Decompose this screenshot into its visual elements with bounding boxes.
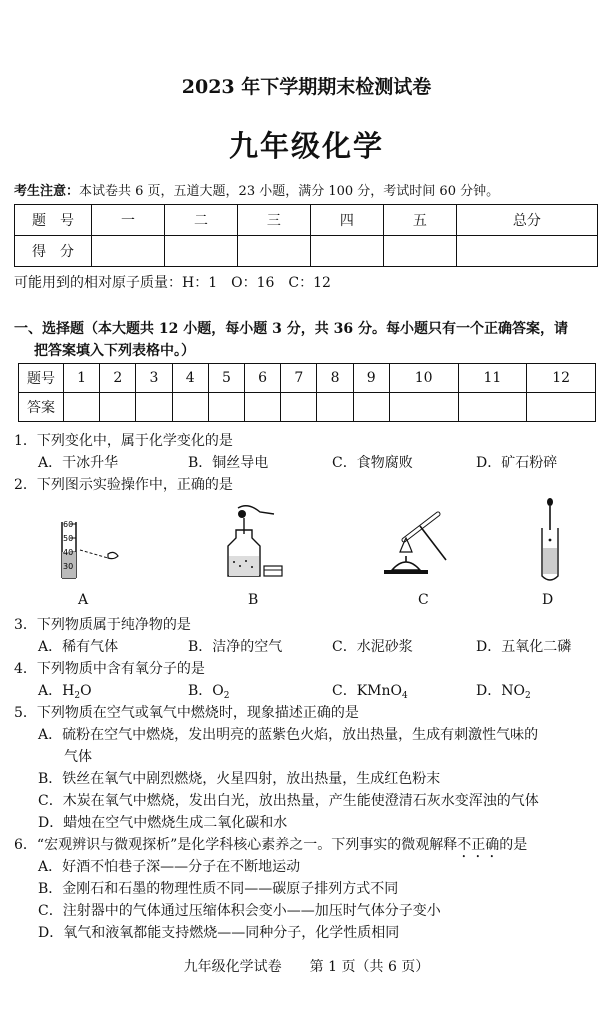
score-input-cell[interactable]	[456, 236, 597, 267]
notice-text: 本试卷共 6 页，五道大题，23 小题，满分 100 分，考试时间 60 分钟。	[79, 184, 500, 199]
q5-option-d[interactable]: D．蜡烛在空气中燃烧生成二氧化碳和水	[38, 815, 288, 831]
q4-a-text-end: O	[80, 683, 92, 699]
score-cell: 二	[164, 205, 237, 236]
section1-line2: 把答案填入下列表格中。）	[34, 343, 195, 359]
section1-line1: 一、选择题（本大题共 12 小题，每小题 3 分，共 36 分。每小题只有一个正确答案，请	[14, 321, 568, 337]
question-3-stem: 3．下列物质属于纯净物的是	[14, 617, 191, 633]
q6-stem-text: 6．“宏观辨识与微观探析”是化学科核心素养之一。下列事实的微观解释	[14, 837, 458, 853]
score-table-header-row	[15, 205, 598, 236]
q4-a-text: A．H	[38, 683, 75, 699]
exam-notice	[14, 180, 499, 199]
score-cell: 三	[237, 205, 310, 236]
figure-b-bottle	[218, 500, 290, 586]
q4-d-subscript: 2	[524, 691, 531, 701]
q3-option-b[interactable]: B．洁净的空气	[188, 639, 283, 655]
score-row-label: 得 分	[15, 236, 92, 267]
figure-a-cylinder-reading	[50, 512, 140, 588]
q5-option-a-continued: 气体	[64, 749, 92, 765]
figure-c-test-tube-heating	[380, 504, 460, 584]
answer-table-header-row	[19, 364, 596, 393]
answer-input-cell[interactable]	[64, 393, 100, 422]
score-cell-label: 题 号	[15, 205, 92, 236]
q4-option-a[interactable]	[38, 680, 92, 701]
answer-number: 11	[458, 364, 527, 393]
score-input-cell[interactable]	[164, 236, 237, 267]
tick-label-30: 30	[63, 562, 74, 571]
score-table-score-row	[15, 236, 598, 267]
section1-heading	[14, 318, 604, 362]
answer-table	[18, 363, 596, 422]
score-cell: 一	[92, 205, 165, 236]
q6-option-b[interactable]: B．金刚石和石墨的物理性质不同——碳原子排列方式不同	[38, 881, 399, 897]
answer-number: 2	[100, 364, 136, 393]
answer-input-cell[interactable]	[281, 393, 317, 422]
score-cell: 总分	[456, 205, 597, 236]
question-1-stem: 1．下列变化中，属于化学变化的是	[14, 433, 233, 449]
q4-a-subscript: 2	[74, 691, 81, 701]
answer-number: 4	[172, 364, 208, 393]
answer-number: 5	[208, 364, 244, 393]
q4-d-text: D．NO	[476, 683, 525, 699]
figure-label-d[interactable]: D	[542, 592, 554, 608]
q3-option-c[interactable]: C．水泥砂浆	[332, 639, 413, 655]
q6-option-a[interactable]: A．好酒不怕巷子深——分子在不断地运动	[38, 859, 301, 875]
q5-option-a[interactable]: A．硫粉在空气中燃烧，发出明亮的蓝紫色火焰，放出热量，生成有刺激性气味的	[38, 727, 539, 743]
q5-option-b[interactable]: B．铁丝在氧气中剧烈燃烧，火星四射，放出热量，生成红色粉末	[38, 771, 441, 787]
score-input-cell[interactable]	[383, 236, 456, 267]
question-2-stem: 2．下列图示实验操作中，正确的是	[14, 477, 233, 493]
q4-b-subscript: 2	[223, 691, 230, 701]
score-table	[14, 204, 598, 267]
score-input-cell[interactable]	[92, 236, 165, 267]
score-cell: 四	[310, 205, 383, 236]
tick-label-50: 50	[63, 534, 74, 543]
answer-number: 7	[281, 364, 317, 393]
answer-number: 3	[136, 364, 172, 393]
notice-label: 考生注意：	[14, 184, 80, 199]
figure-d-dropper	[530, 496, 570, 586]
subject-title: 九年级化学	[228, 129, 384, 163]
answer-number: 8	[317, 364, 353, 393]
q5-option-c[interactable]: C．木炭在氧气中燃烧，发出白光，放出热量，产生能使澄清石灰水变浑浊的气体	[38, 793, 539, 809]
q1-option-d[interactable]: D．矿石粉碎	[476, 455, 558, 471]
answer-input-cell[interactable]	[353, 393, 389, 422]
figure-label-b[interactable]: B	[248, 592, 259, 608]
exam-title: 2023 年下学期期末检测试卷	[181, 76, 432, 98]
q4-option-d[interactable]	[476, 680, 531, 701]
page-footer: 九年级化学试卷 第 1 页（共 6 页）	[183, 959, 430, 975]
answer-number: 1	[64, 364, 100, 393]
q4-option-c[interactable]	[332, 680, 408, 701]
q3-option-d[interactable]: D．五氧化二磷	[476, 639, 572, 655]
figure-label-a[interactable]: A	[78, 592, 89, 608]
score-cell: 五	[383, 205, 456, 236]
tick-label-60: 60	[63, 520, 74, 529]
q3-option-a[interactable]: A．稀有气体	[38, 639, 119, 655]
q4-c-text: C．KMnO	[332, 683, 402, 699]
q6-stem-emphasis: 不正确	[457, 837, 500, 853]
question-4-stem: 4．下列物质中含有氧分子的是	[14, 661, 205, 677]
q4-b-text: B．O	[188, 683, 224, 699]
question-5-stem: 5．下列物质在空气或氧气中燃烧时，现象描述正确的是	[14, 705, 359, 721]
score-input-cell[interactable]	[237, 236, 310, 267]
score-input-cell[interactable]	[310, 236, 383, 267]
q6-stem-end: 的是	[499, 837, 528, 853]
answer-input-cell[interactable]	[389, 393, 458, 422]
q4-option-b[interactable]	[188, 680, 230, 701]
answer-input-cell[interactable]	[527, 393, 596, 422]
atomic-masses: 可能用到的相对原子质量：H：1 O：16 C：12	[14, 275, 331, 291]
answer-number: 10	[389, 364, 458, 393]
answer-row-label: 答案	[19, 393, 64, 422]
answer-number: 12	[527, 364, 596, 393]
answer-cell-label: 题号	[19, 364, 64, 393]
answer-number: 6	[245, 364, 281, 393]
q1-option-b[interactable]: B．铜丝导电	[188, 455, 269, 471]
answer-input-cell[interactable]	[172, 393, 208, 422]
q6-option-d[interactable]: D．氧气和液氧都能支持燃烧——同种分子，化学性质相同	[38, 925, 400, 941]
figure-label-c[interactable]: C	[418, 592, 429, 608]
q1-option-a[interactable]: A．干冰升华	[38, 455, 119, 471]
q4-c-subscript: 4	[402, 691, 408, 701]
eye-icon	[108, 552, 118, 558]
q6-option-c[interactable]: C．注射器中的气体通过压缩体积会变小——加压时气体分子变小	[38, 903, 441, 919]
answer-input-cell[interactable]	[136, 393, 172, 422]
answer-input-cell[interactable]	[100, 393, 136, 422]
answer-input-cell[interactable]	[317, 393, 353, 422]
q1-option-c[interactable]: C．食物腐败	[332, 455, 413, 471]
answer-input-cell[interactable]	[245, 393, 281, 422]
answer-input-cell[interactable]	[208, 393, 244, 422]
answer-number: 9	[353, 364, 389, 393]
tick-label-40: 40	[63, 548, 74, 557]
answer-table-answer-row	[19, 393, 596, 422]
answer-input-cell[interactable]	[458, 393, 527, 422]
